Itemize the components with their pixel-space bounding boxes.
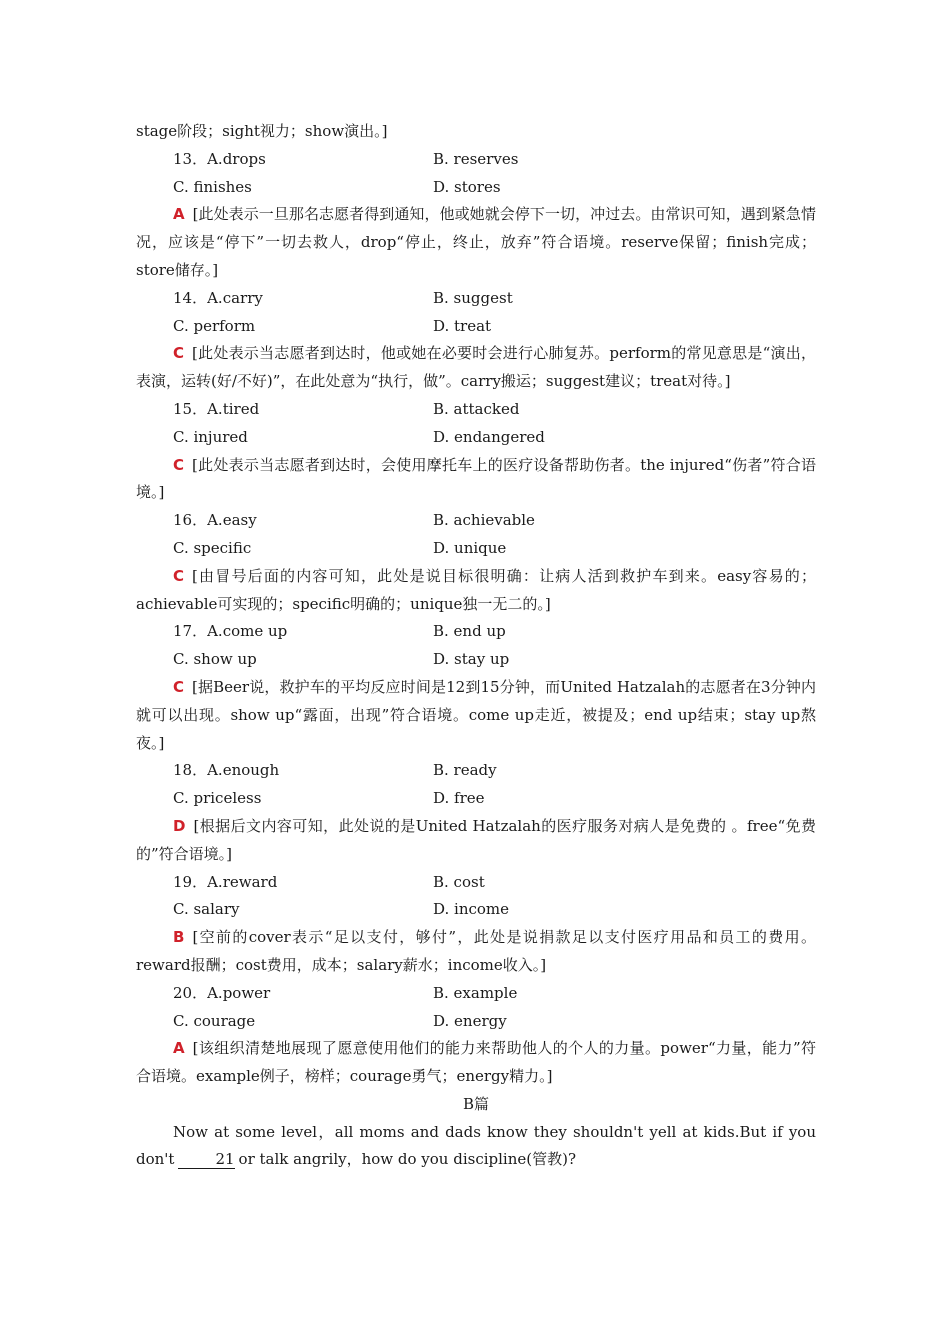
answer-explanation <box>136 563 816 619</box>
question-number-and-option-a <box>136 507 433 535</box>
option-c: C. courage <box>173 1011 256 1030</box>
option-row <box>136 424 816 452</box>
passage-text-before: Now at some level，all moms and dads know they shouldn't yell at kids.But if you don't <box>136 1122 816 1169</box>
passage-paragraph <box>136 1119 816 1175</box>
intro-line: stage阶段；sight视力；show演出。] <box>136 122 388 140</box>
option-row <box>136 174 816 202</box>
option-row <box>136 869 816 897</box>
question-block <box>136 869 816 980</box>
question-block <box>136 285 816 396</box>
option-row <box>136 146 816 174</box>
passage-text-after: or talk angrily，how do you discipline(管教)? <box>238 1150 576 1169</box>
option-d: D. energy <box>433 1011 507 1030</box>
option-d: D. stores <box>433 177 501 196</box>
answer-explanation <box>136 340 816 396</box>
option-row <box>136 1008 816 1036</box>
section-heading: B篇 <box>462 1094 490 1113</box>
option-a: A.drops <box>207 149 266 168</box>
option-row <box>136 396 816 424</box>
option-c: C. show up <box>173 650 257 669</box>
question-number: 15． <box>173 399 208 418</box>
question-number: 20． <box>173 983 208 1002</box>
option-row <box>136 980 816 1008</box>
option-a: A.enough <box>207 761 280 780</box>
option-row <box>136 535 816 563</box>
answer-explanation <box>136 813 816 869</box>
option-d: D. endangered <box>433 427 545 446</box>
option-a: A.easy <box>207 511 257 530</box>
option-b: B. cost <box>433 872 485 891</box>
option-a: A.reward <box>207 872 278 891</box>
answer-explanation <box>136 924 816 980</box>
option-c: C. injured <box>173 427 248 446</box>
option-a: A.carry <box>207 288 263 307</box>
option-c: C. specific <box>173 538 252 557</box>
option-row <box>136 785 816 813</box>
option-c: C. finishes <box>173 177 252 196</box>
option-d: D. free <box>433 789 485 808</box>
question-number: 13． <box>173 149 208 168</box>
question-block <box>136 396 816 507</box>
explanation-text: [此处表示一旦那名志愿者得到通知，他或她就会停下一切，冲过去。由常识可知，遇到紧急情况，应该是“停下”一切去救人，drop“停止，终止，放弃”符合语境。reserve保留；finish完成；store储存。] <box>136 205 816 279</box>
explanation-text: [据Beer说，救护车的平均反应时间是12到15分钟，而United Hatzalah的志愿者在3分钟内就可以出现。show up“露面，出现”符合语境。come up走近，被提及；end up结束；stay up熬夜。] <box>136 677 816 752</box>
question-number: 17． <box>173 622 208 641</box>
option-a: A.tired <box>207 399 260 418</box>
option-c: C. perform <box>173 316 256 335</box>
answer-explanation <box>136 452 816 508</box>
option-row <box>136 285 816 313</box>
explanation-text: [此处表示当志愿者到达时，他或她在必要时会进行心肺复苏。perform的常见意思是“演出，表演，运转(好/不好)”，在此处意为“执行，做”。carry搬运；suggest建议；treat对待。] <box>136 344 816 391</box>
option-d: D. income <box>433 900 510 919</box>
answer-explanation <box>136 674 816 757</box>
question-list <box>136 146 816 1091</box>
answer-letter: C <box>173 344 185 363</box>
answer-explanation <box>136 201 816 284</box>
answer-letter: C <box>173 566 185 585</box>
option-b: B. attacked <box>433 399 520 418</box>
option-b: B. example <box>433 983 518 1002</box>
question-number-and-option-a <box>136 396 433 424</box>
option-b: B. ready <box>433 761 497 780</box>
question-number-and-option-a <box>136 618 433 646</box>
question-block <box>136 980 816 1091</box>
option-b: B. suggest <box>433 288 513 307</box>
option-row <box>136 757 816 785</box>
option-a: A.power <box>207 983 271 1002</box>
answer-explanation <box>136 1035 816 1091</box>
option-a: A.come up <box>207 622 288 641</box>
question-block <box>136 146 816 285</box>
option-b: B. reserves <box>433 149 519 168</box>
answer-letter: B <box>173 928 185 947</box>
question-number-and-option-a <box>136 869 433 897</box>
explanation-text: [空前的cover表示“足以支付，够付”，此处是说捐款足以支付医疗用品和员工的费用。reward报酬；cost费用，成本；salary薪水；income收入。] <box>136 928 816 974</box>
question-block <box>136 757 816 868</box>
question-number-and-option-a <box>136 757 433 785</box>
option-b: B. achievable <box>433 511 535 530</box>
document-page <box>136 118 816 1174</box>
question-number: 19． <box>173 872 208 891</box>
option-row <box>136 618 816 646</box>
question-number-and-option-a <box>136 980 433 1008</box>
explanation-text: [此处表示当志愿者到达时，会使用摩托车上的医疗设备帮助伤者。the injured“伤者”符合语境。] <box>136 455 816 502</box>
question-number: 18． <box>173 761 208 780</box>
answer-letter: D <box>173 816 186 835</box>
option-row <box>136 896 816 924</box>
question-number-and-option-a <box>136 146 433 174</box>
option-row <box>136 507 816 535</box>
option-d: D. treat <box>433 316 492 335</box>
option-row <box>136 313 816 341</box>
answer-letter: A <box>173 1039 185 1058</box>
question-number-and-option-a <box>136 285 433 313</box>
option-d: D. stay up <box>433 650 510 669</box>
question-number: 14． <box>173 288 208 307</box>
question-block <box>136 618 816 757</box>
option-row <box>136 646 816 674</box>
option-b: B. end up <box>433 622 506 641</box>
option-c: C. salary <box>173 900 240 919</box>
explanation-text: [该组织清楚地展现了愿意使用他们的能力来帮助他人的个人的力量。power“力量，能力”符合语境。example例子，榜样；courage勇气；energy精力。] <box>136 1039 816 1086</box>
explanation-text: [根据后文内容可知，此处说的是United Hatzalah的医疗服务对病人是免费的 。free“免费的”符合语境。] <box>136 816 816 863</box>
option-d: D. unique <box>433 538 507 557</box>
option-c: C. priceless <box>173 789 262 808</box>
explanation-text: [由冒号后面的内容可知，此处是说目标很明确：让病人活到救护车到来。easy容易的；achievable可实现的；specific明确的；unique独一无二的。] <box>136 566 816 613</box>
passage-blank: 21 <box>178 1150 234 1169</box>
answer-letter: C <box>173 677 185 696</box>
question-number: 16． <box>173 511 208 530</box>
question-block <box>136 507 816 618</box>
answer-letter: A <box>173 205 185 224</box>
answer-letter: C <box>173 455 185 474</box>
